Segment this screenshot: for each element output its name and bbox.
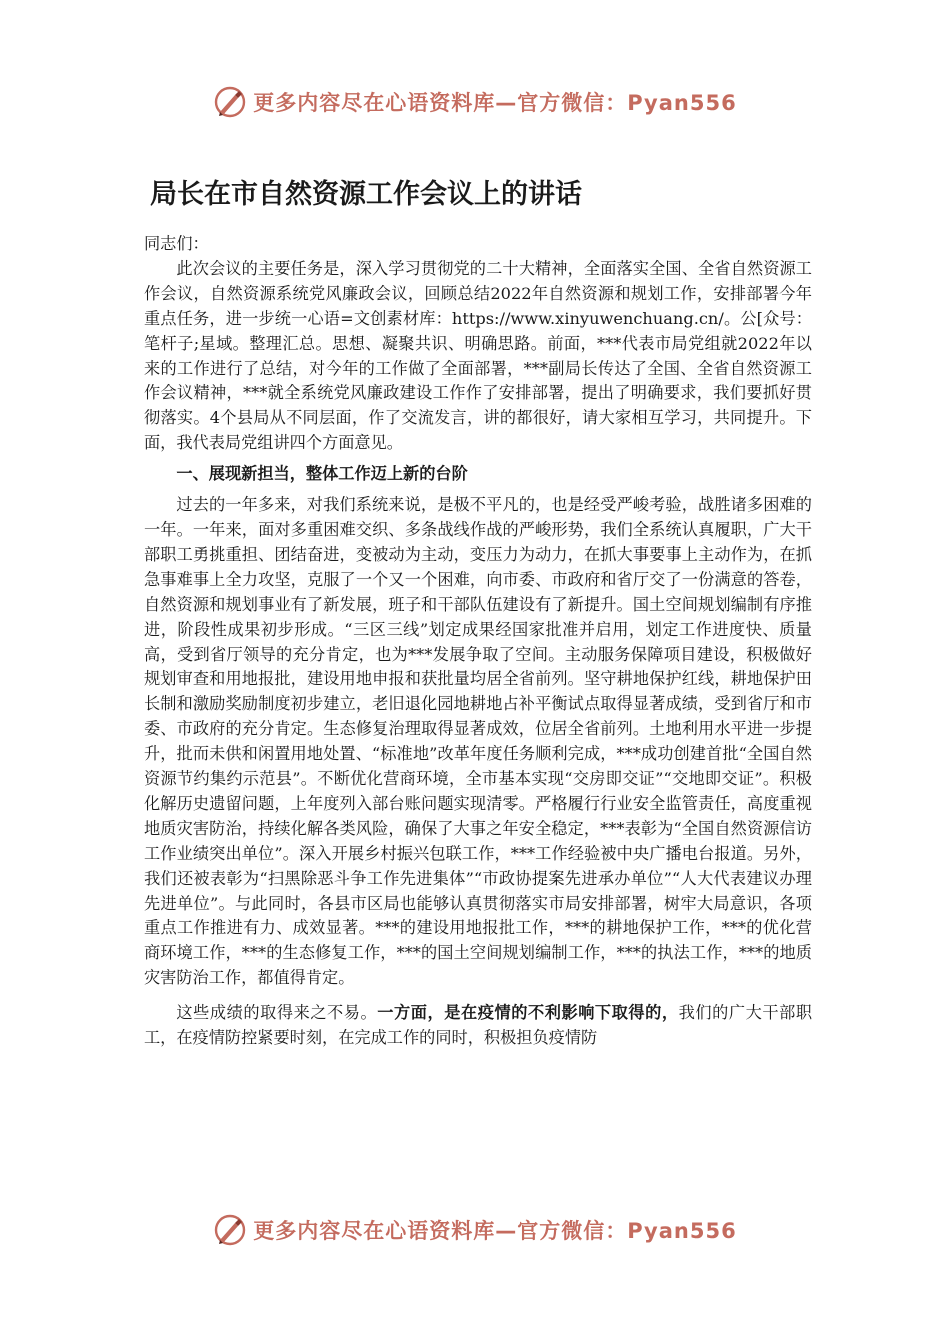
paragraph-results <box>144 1001 812 1051</box>
document-title: 局长在市自然资源工作会议上的讲话 <box>150 179 582 210</box>
paragraph-intro: 此次会议的主要任务是，深入学习贯彻党的二十大精神，全面落实全国、全省自然资源工作会议，自然资源系统党风廉政会议，回顾总结2022年自然资源和规划工作，安排部署今年重点任务，进一步统一心语=文创素材库：https://www.xinyuwenchuang.cn/。公[众号：笔杆子;星域。整理汇总。思想、凝聚共识、明确思路。前面，***代表市局党组就2022年以来的工作进行了总结，对今年的工作做了全面部署，***副局长传达了全国、全省自然资源工作会议精神，***就全系统党风廉政建设工作作了安排部署，提出了明确要求，我们要抓好贯彻落实。4个县局从不同层面，作了交流发言，讲的都很好，请大家相互学习，共同提升。下面，我代表局党组讲四个方面意见。 <box>144 258 812 453</box>
paragraph-results-rest: 我们的广大干部职工，在疫情防控紧要时刻，在完成工作的同时，积极担负疫情防 <box>144 1003 813 1048</box>
pen-logo-icon <box>213 85 247 119</box>
header-watermark-banner <box>0 82 950 122</box>
banner-text: 更多内容尽在心语资料库—官方微信：Pyan556 <box>253 1219 737 1243</box>
paragraph-results-bold: 一方面，是在疫情的不利影响下取得的， <box>377 1003 679 1023</box>
paragraph-achievements: 过去的一年多来，对我们系统来说，是极不平凡的，也是经受严峻考验，战胜诸多困难的一年。一年来，面对多重困难交织、多条战线作战的严峻形势，我们全系统认真履职，广大干部职工勇挑重担、团结奋进，变被动为主动，变压力为动力，在抓大事要事上主动作为，在抓急事难事上全力攻坚，克服了一个又一个困难，向市委、市政府和省厅交了一份满意的答卷，自然资源和规划事业有了新发展，班子和干部队伍建设有了新提升。国土空间规划编制有序推进，阶段性成果初步形成。“三区三线”划定成果经国家批准并启用，划定工作进度快、质量高，受到省厅领导的充分肯定，也为***发展争取了空间。主动服务保障项目建设，积极做好规划审查和用地报批，建设用地申报和获批量均居全省前列。坚守耕地保护红线，耕地保护田长制和激励奖励制度初步建立，老旧退化园地耕地占补平衡试点取得显著成绩，受到省厅和市委、市政府的充分肯定。生态修复治理取得显著成效，位居全省前列。土地利用水平进一步提升，批而未供和闲置用地处置、“标准地”改革年度任务顺利完成，***成功创建首批“全国自然资源节约集约示范县”。不断优化营商环境，全市基本实现“交房即交证”“交地即交证”。积极化解历史遗留问题，上年度列入部台账问题实现清零。严格履行行业安全监管责任，高度重视地质灾害防治，持续化解各类风险，确保了大事之年安全稳定，***表彰为“全国自然资源信访工作业绩突出单位”。深入开展乡村振兴包联工作，***工作经验被中央广播电台报道。另外，我们还被表彰为“扫黑除恶斗争工作先进集体”“市政协提案先进承办单位”“人大代表建议办理先进单位”。与此同时，各县市区局也能够认真贯彻落实市局安排部署，树牢大局意识，各项重点工作推进有力、成效显著。***的建设用地报批工作，***的耕地保护工作，***的优化营商环境工作，***的生态修复工作，***的国土空间规划编制工作，***的执法工作，***的地质灾害防治工作，都值得肯定。 <box>144 495 812 988</box>
greeting: 同志们： <box>144 234 209 253</box>
banner-text: 更多内容尽在心语资料库—官方微信：Pyan556 <box>253 91 737 115</box>
footer-watermark-banner <box>0 1210 950 1250</box>
paragraph-results-start: 这些成绩的取得来之不易。 <box>176 1003 378 1023</box>
document-body <box>144 232 812 1051</box>
pen-logo-icon <box>213 1213 247 1247</box>
section-heading-1: 一、展现新担当，整体工作迈上新的台阶 <box>176 464 468 484</box>
